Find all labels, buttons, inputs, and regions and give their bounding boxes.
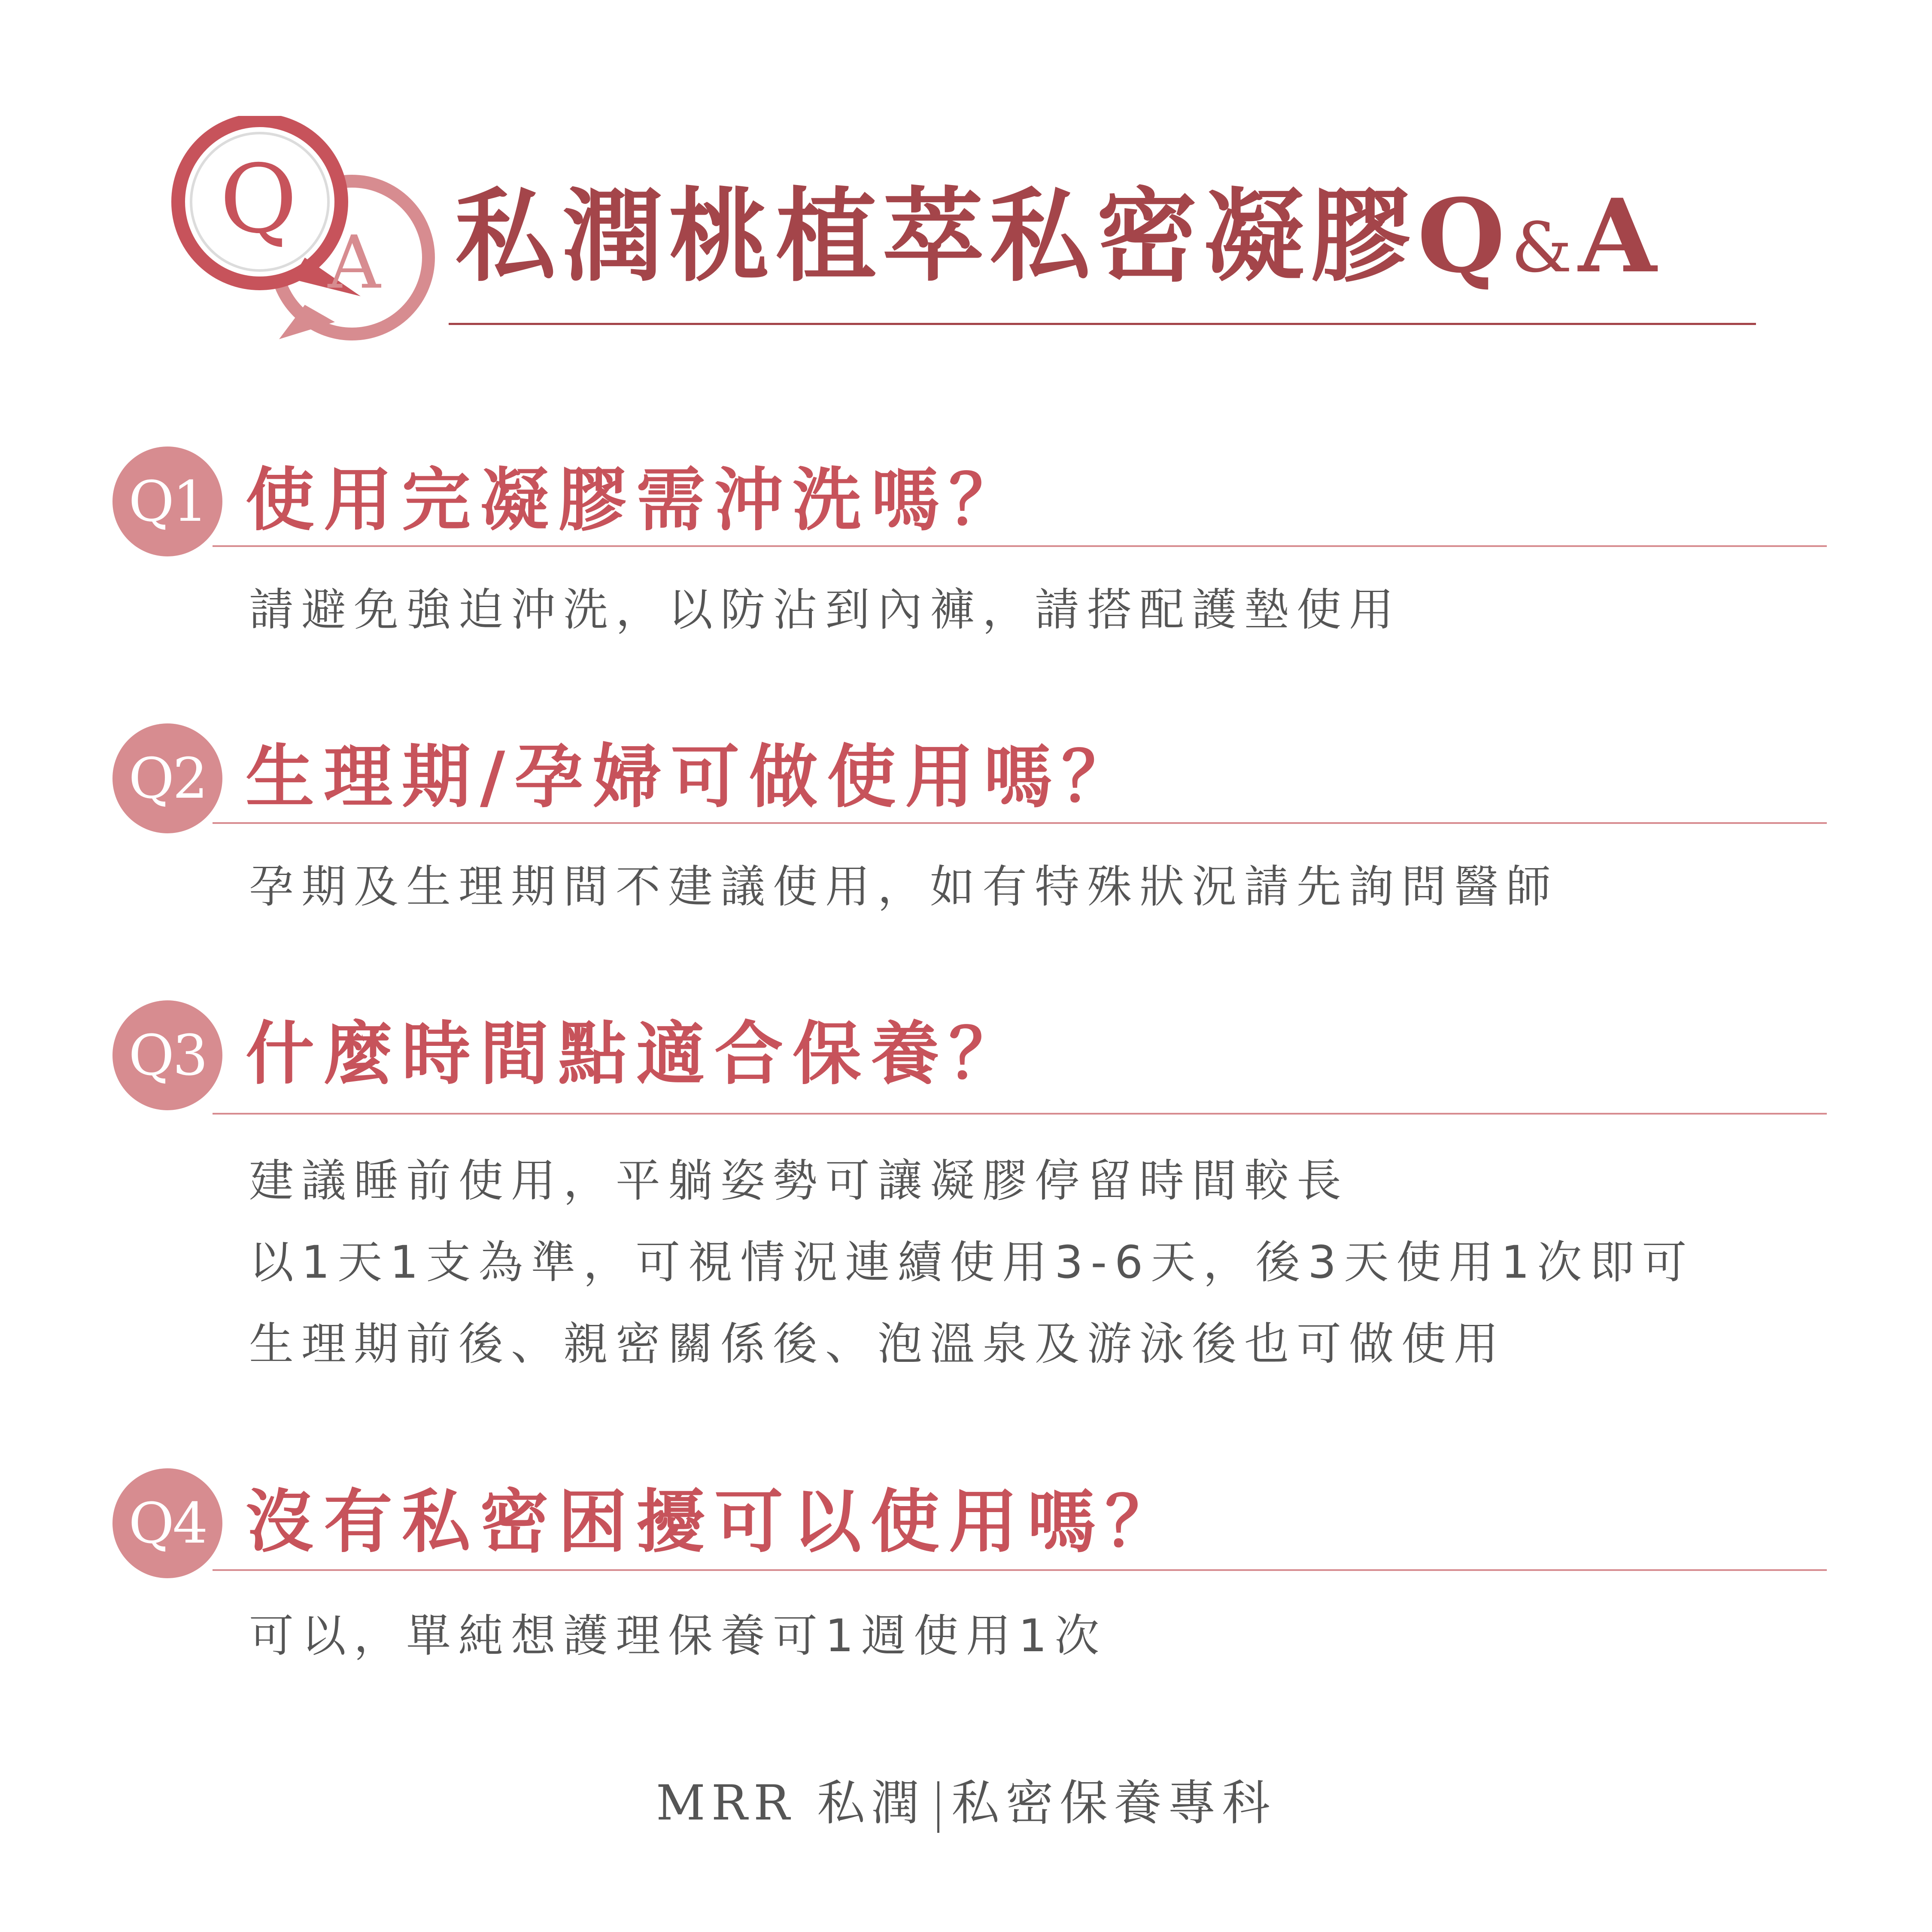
title-amp: & (1511, 207, 1579, 288)
q3-divider (213, 1113, 1827, 1115)
page-title (455, 177, 1663, 304)
title-q: Q (1417, 177, 1511, 295)
q3-question: 什麼時間點適合保養？ (246, 1013, 1027, 1094)
logo-a-letter: A (328, 220, 381, 305)
title-a: A (1578, 177, 1663, 295)
q3-badge: Q3 (112, 1000, 222, 1110)
footer (0, 1769, 1932, 1838)
logo-q-letter: Q (219, 144, 298, 254)
q3-answer-line-2: 以1天1支為準，可視情況連續使用3-6天，後3天使用1次即可 (249, 1236, 1695, 1288)
footer-brand: MRR 私潤 (656, 1775, 925, 1831)
footer-divider (937, 1781, 939, 1833)
q4-answer-line: 可以，單純想護理保養可1週使用1次 (249, 1610, 1107, 1662)
q2-question: 生理期/孕婦可做使用嗎？ (246, 736, 1140, 817)
title-divider (449, 323, 1756, 325)
q1-divider (213, 545, 1827, 547)
q2-badge: Q2 (112, 723, 222, 833)
q3-answer-line-1: 建議睡前使用，平躺姿勢可讓凝膠停留時間較長 (249, 1154, 1349, 1207)
q1-answer-line: 請避免強迫沖洗，以防沾到內褲，請搭配護墊使用 (249, 583, 1402, 636)
q2-divider (213, 822, 1827, 824)
q3-answer-line-3: 生理期前後、親密關係後、泡溫泉及游泳後也可做使用 (249, 1318, 1507, 1370)
q2-answer-line: 孕期及生理期間不建議使用，如有特殊狀況請先詢問醫師 (249, 860, 1559, 913)
title-main: 私潤桃植萃私密凝膠 (455, 177, 1417, 295)
q4-divider (213, 1569, 1827, 1571)
q1-question: 使用完凝膠需沖洗嗎？ (246, 459, 1027, 540)
qa-logo-icon (163, 116, 455, 356)
q4-question: 沒有私密困擾可以使用嗎？ (246, 1481, 1184, 1562)
footer-tagline: 私密保養專科 (951, 1775, 1276, 1831)
q1-badge: Q1 (112, 447, 222, 556)
q4-badge: Q4 (112, 1468, 222, 1578)
